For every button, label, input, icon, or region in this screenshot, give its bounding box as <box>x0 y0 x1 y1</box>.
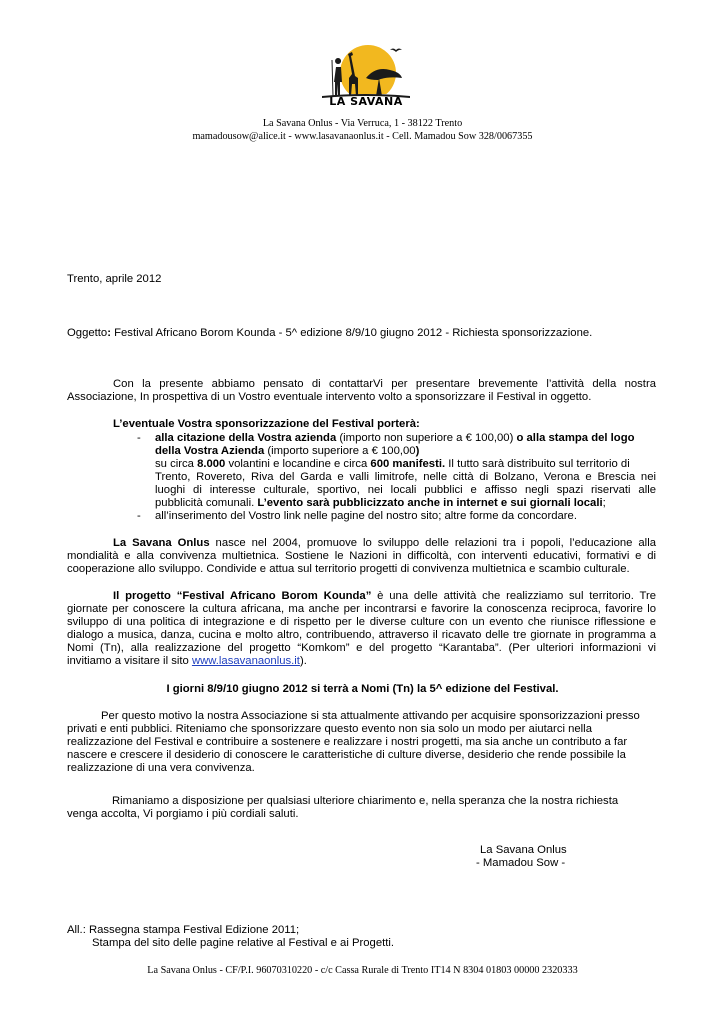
project-text-close: ). <box>299 655 307 667</box>
signature-organization: La Savana Onlus <box>480 844 567 856</box>
intro-line-2: Associazione, In prospettiva di un Vostro eventuale intervento volto a sponsorizzare il Festival in oggetto. <box>67 391 592 403</box>
sponsor-text-semicolon: ; <box>602 497 606 509</box>
association-line-1 <box>113 537 656 550</box>
association-text-a: nasce nel 2004, promuove lo sviluppo delle relazioni tra i popoli, l’educazione alla <box>209 537 656 549</box>
project-text-a: è una delle attività che realizziamo sul territorio. Tre <box>371 590 656 602</box>
closing-line-1: Rimaniamo a disposizione per qualsiasi ulteriore chiarimento e, nella speranza che la nostra richiesta <box>112 795 619 807</box>
sponsor-item-1-line-3 <box>155 458 630 471</box>
association-name: La Savana Onlus <box>113 537 210 549</box>
signature-name: - Mamadou Sow - <box>476 857 566 869</box>
bullet-dash-1: - <box>137 432 141 444</box>
subject-text: Festival Africano Borom Kounda - 5^ edizione 8/9/10 giugno 2012 - Richiesta sponsorizzazione. <box>110 327 593 339</box>
website-link[interactable]: www.lasavanaonlus.it <box>191 655 300 667</box>
attachments-line-1: All.: Rassegna stampa Festival Edizione 2011; <box>67 924 300 936</box>
person-silhouette <box>334 58 342 96</box>
sponsor-item-2: all’inserimento del Vostro link nelle pagine del nostro sito; altre forme da concordare. <box>155 510 577 522</box>
motivation-line-5: realizzazione di una vera convivenza. <box>67 762 255 774</box>
project-line-6 <box>67 655 307 668</box>
project-line-2: giornate per conoscere la cultura africana, ma anche per incontrarsi e favorire la conoscenza reciproca, favorire lo <box>67 603 656 615</box>
header-address: La Savana Onlus - Via Verruca, 1 - 38122 Trento <box>262 118 463 129</box>
header-contacts: mamadousow@alice.it - www.lasavanaonlus.it - Cell. Mamadou Sow 328/0067355 <box>192 131 533 142</box>
subject-label: Oggetto <box>67 327 108 339</box>
motivation-line-3: realizzazione del Festival e contribuire a sostenere e realizzare i nostri progetti, ma sia anche un contributo a far <box>67 736 628 748</box>
subject-colon: : <box>107 327 111 339</box>
attachments-line-2: Stampa del sito delle pagine relative al Festival e ai Progetti. <box>92 937 395 949</box>
sponsor-text-volantini: volantini e locandine e circa <box>225 458 371 470</box>
sponsor-item-1-line-6 <box>155 497 606 510</box>
footer-bank-details: La Savana Onlus - CF/P.I. 96070310220 - c/c Cassa Rurale di Trento IT14 N 8304 01803 00000 2320333 <box>147 965 578 976</box>
project-line-4: dialogo a musica, danza, cucina e molto altro, contribuendo, attraverso il ricavato delle tre giornate in programma a <box>67 629 656 641</box>
sponsor-poster-count: 600 manifesti. <box>370 458 446 470</box>
closing-line-2: venga accolta, Vi porgiamo i più cordiali saluti. <box>67 808 299 820</box>
sponsor-flyer-count: 8.000 <box>197 458 226 470</box>
sponsor-item-1-line-1 <box>155 432 635 445</box>
sponsor-item-1-line-4: Trento, Rovereto, Riva del Garda e valli limitrofe, nelle città di Bolzano, Verona e Brescia nei <box>155 471 656 483</box>
project-line-1 <box>113 590 656 603</box>
la-savana-logo <box>318 40 414 118</box>
association-line-3: cooperazione allo sviluppo. Condivide e attua sul territorio progetti di convivenza multietnica e scambio culturale. <box>67 563 630 575</box>
project-line-3: sviluppo di una politica di integrazione e di rispetto per le diverse culture con un evento che riunisce riflessione e <box>67 616 656 628</box>
bullet-dash-2: - <box>137 510 141 522</box>
sponsor-text-pubblicita: pubblicità comunali. <box>155 497 258 509</box>
project-title: Il progetto “Festival Africano Borom Kounda” <box>113 590 372 602</box>
sponsor-item-1-line-2 <box>155 445 419 458</box>
sponsor-item-1-bold-b: o alla stampa del logo <box>516 432 635 444</box>
bird-silhouette <box>390 49 402 53</box>
intro-line-1: Con la presente abbiamo pensato di contattarVi per presentare brevemente l’attività della nostra <box>113 378 656 390</box>
sponsor-heading: L’eventuale Vostra sponsorizzazione del Festival porterà: <box>113 418 420 430</box>
sponsor-item-1-text-b: (importo superiore a € 100,00 <box>264 445 416 457</box>
sponsor-item-1-bold-a: alla citazione della Vostra azienda <box>155 432 337 444</box>
subject-line <box>67 327 592 340</box>
sponsor-text-distribuzione: Il tutto sarà distribuito sul territorio di <box>445 458 630 470</box>
letter-date: Trento, aprile 2012 <box>67 273 162 285</box>
sponsor-item-1-text-a: (importo non superiore a € 100,00) <box>336 432 517 444</box>
sponsor-item-1-line-5: luoghi di interesse culturale, sportivo, nei locali pubblici e affisso negli spazi riservati alle <box>155 484 656 496</box>
project-line-5: Nomi (Tn), alla realizzazione del progetto “Komkom” e del progetto “Karantaba”. (Per ulteriori informazioni vi <box>67 642 656 654</box>
project-text-invito: invitiamo a visitare il sito <box>67 655 192 667</box>
motivation-line-4: nascere e crescere il desiderio di conoscere le caratteristiche di culture diverse, desiderio che rende possibile la <box>67 749 626 761</box>
event-announcement: I giorni 8/9/10 giugno 2012 si terrà a Nomi (Tn) la 5^ edizione del Festival. <box>166 683 559 695</box>
logo-text: LA SAVANA <box>329 95 403 108</box>
sponsor-item-1-close-paren: ) <box>415 445 420 457</box>
motivation-line-2: privati e enti pubblici. Riteniamo che sponsorizzare questo evento non sia solo un modo per aiutarci nella <box>67 723 592 735</box>
association-line-2: mondialità e alla convivenza multietnica. Sostiene le Nazioni in difficoltà, con interventi educativi, formativi e di <box>67 550 656 562</box>
sponsor-text-evento-internet: L’evento sarà pubblicizzato anche in internet e sui giornali locali <box>257 497 603 509</box>
sponsor-item-1-bold-c: della Vostra Azienda <box>155 445 265 457</box>
sponsor-text-su-circa: su circa <box>155 458 198 470</box>
motivation-line-1: Per questo motivo la nostra Associazione si sta attualmente attivando per acquisire sponsorizzazioni presso <box>101 710 640 722</box>
